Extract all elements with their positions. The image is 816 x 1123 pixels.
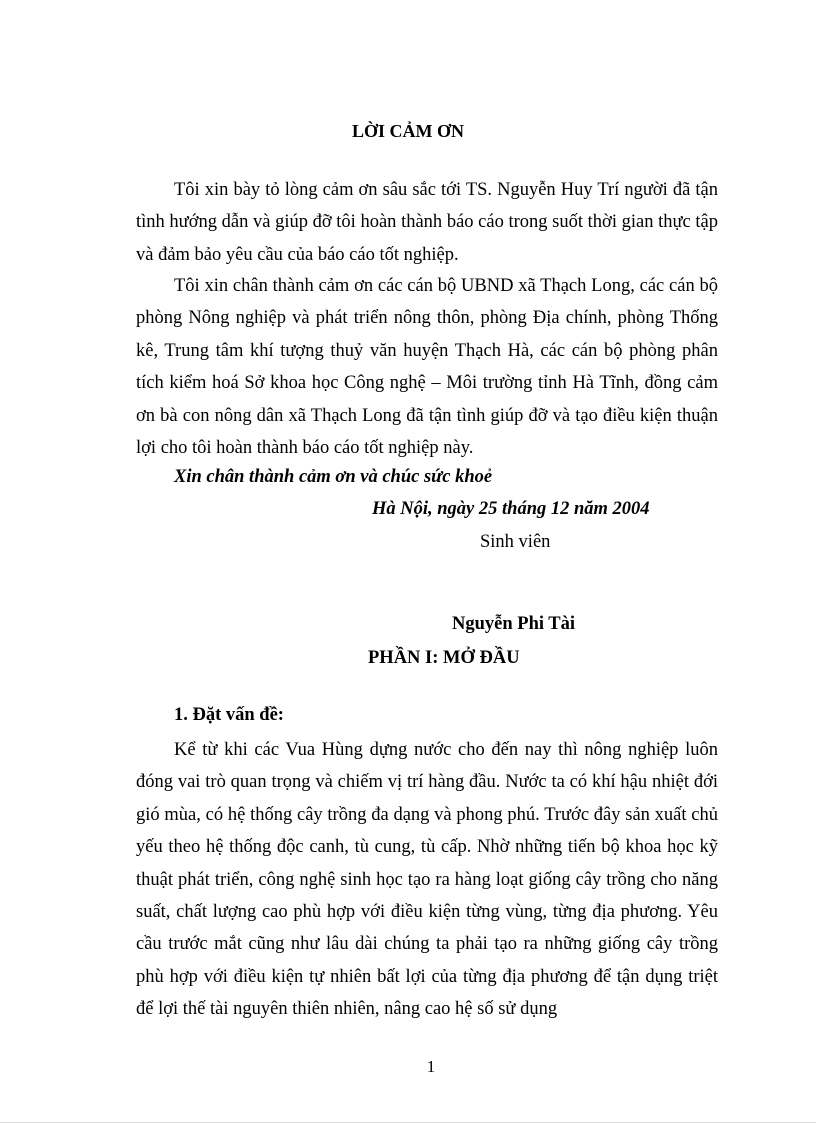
section-paragraph: Kể từ khi các Vua Hùng dựng nước cho đến nay thì nông nghiệp luôn đóng vai trò quan trọng và chiếm vị trí hàng đầu. Nước ta có khí hậu nhiệt đới gió mùa, có hệ thống cây trồng đa dạng và phong phú. Trước đây sản xuất chủ yếu theo hệ thống độc canh, tù cung, tù cấp. Nhờ những tiến bộ khoa học kỹ thuật phát triển, công nghệ sinh học tạo ra hàng loạt giống cây trồng cho năng suất, chất lượng cao phù hợp với điều kiện từng vùng, từng địa phương. Yêu cầu trước mắt cũng như lâu dài chúng ta phải tạo ra những giống cây trồng phù hợp với điều kiện tự nhiên bất lợi của từng địa phương để tận dụng triệt để lợi thế tài nguyên thiên nhiên, nâng cao hệ số sử dụng — [136, 740, 718, 1020]
page-number: 1 — [426, 1057, 436, 1076]
acknowledgement-paragraph-1: Tôi xin bày tỏ lòng cảm ơn sâu sắc tới TS. Nguyễn Huy Trí người đã tận tình hướng dẫn và giúp đỡ tôi hoàn thành báo cáo trong suốt thời gian thực tập và đảm bảo yêu cầu của báo cáo tốt nghiệp. — [136, 180, 718, 265]
acknowledgement-paragraph-2: Tôi xin chân thành cảm ơn các cán bộ UBND xã Thạch Long, các cán bộ phòng Nông nghiệp và phát triển nông thôn, phòng Địa chính, phòng Thống kê, Trung tâm khí tượng thuỷ văn huyện Thạch Hà, các cán bộ phòng phân tích kiểm hoá Sở khoa học Công nghệ – Môi trường tỉnh Hà Tĩnh, đồng cảm ơn bà con nông dân xã Thạch Long đã tận tình giúp đỡ và tạo điều kiện thuận lợi cho tôi hoàn thành báo cáo tốt nghiệp này. — [136, 276, 718, 459]
author-name: Nguyễn Phi Tài — [452, 614, 576, 634]
place-date: Hà Nội, ngày 25 tháng 12 năm 2004 — [372, 499, 650, 519]
part-title: PHẦN I: MỞ ĐẦU — [368, 648, 520, 668]
closing-line: Xin chân thành cảm ơn và chúc sức khoẻ — [174, 467, 493, 487]
signature-role: Sinh viên — [480, 532, 551, 552]
acknowledgement-title: LỜI CẢM ƠN — [352, 121, 464, 141]
section-heading: 1. Đặt vấn đề: — [174, 705, 284, 725]
